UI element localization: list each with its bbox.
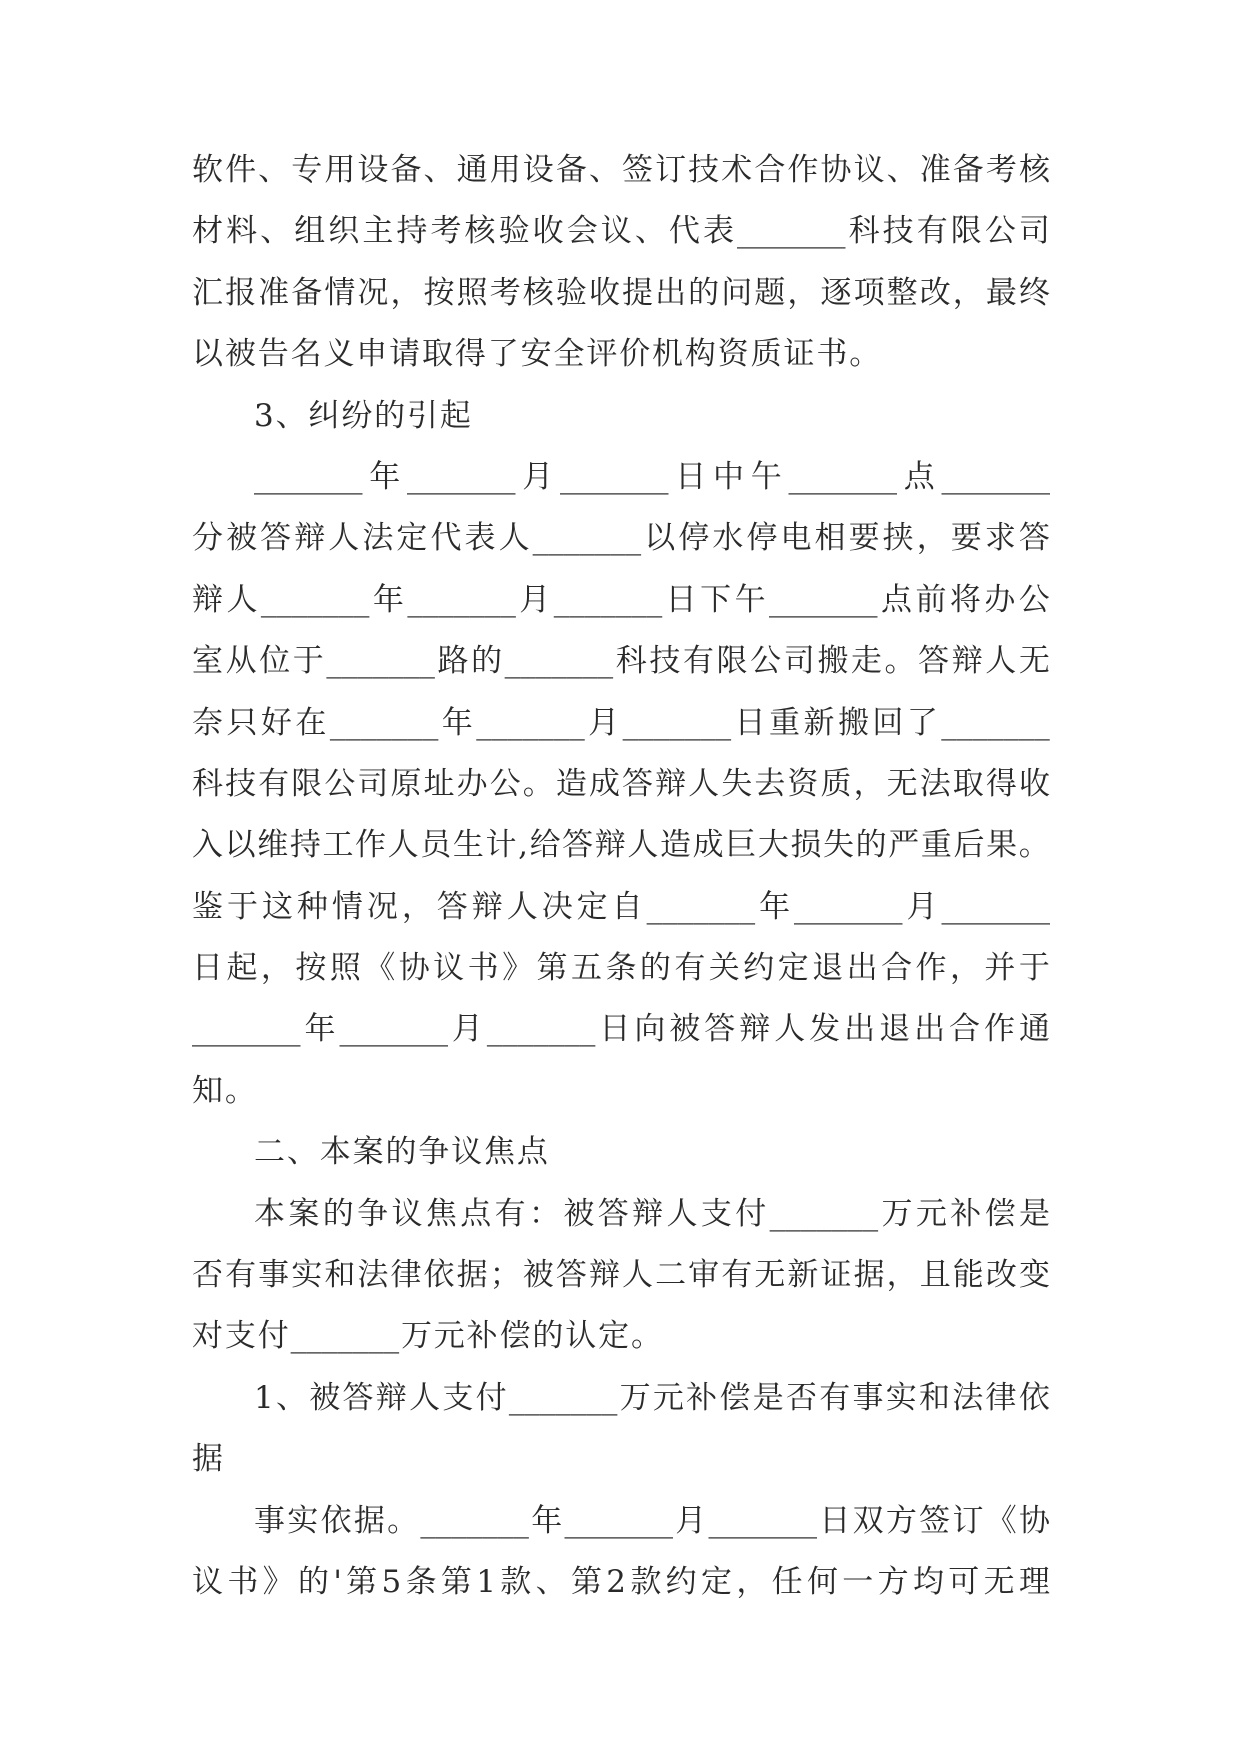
document-page <box>192 140 1050 1613</box>
text-line: 入 以 维 持 工 作 人 员 生 计 , 给 答 辩 人 造 成 巨 大 损 失 的 严 重 后 果 。 <box>192 827 1050 864</box>
text-line: 汇 报 准 备 情 况 ， 按 照 考 核 验 收 提 出 的 问 题 ， 逐 项 整 改 ， 最 终 <box>192 274 1050 311</box>
text-line: 软 件 、 专 用 设 备 、 通 用 设 备 、 签 订 技 术 合 作 协 议 、 准 备 考 核 <box>192 152 1050 188</box>
text-line: _______ 年 _______ 月 _______ 日 中 午 _______ 点 _______ <box>254 458 1050 495</box>
text-line: 对 支 付 _______ 万 元 补 偿 的 认 定 。 <box>192 1318 662 1355</box>
text-line: 辩 人 _______ 年 _______ 月 _______ 日 下 午 _______ 点 前 将 办 公 <box>192 581 1050 618</box>
text-line: 事 实 依 据 。 _______ 年 _______ 月 _______ 日 双 方 签 订 《 协 <box>254 1502 1050 1539</box>
text-line: 奈 只 好 在 _______ 年 _______ 月 _______ 日 重 新 搬 回 了 _______ <box>192 704 1050 741</box>
text-line: 分 被 答 辩 人 法 定 代 表 人 _______ 以 停 水 停 电 相 要 挟 ， 要 求 答 <box>192 520 1050 557</box>
text-line: _______ 年 _______ 月 _______ 日 向 被 答 辩 人 发 出 退 出 合 作 通 <box>192 1011 1050 1048</box>
text-line: 否 有 事 实 和 法 律 依 据 ； 被 答 辩 人 二 审 有 无 新 证 据 ， 且 能 改 变 <box>192 1257 1050 1294</box>
text-line: 议 书 》 的 ' 第 5 条 第 1 款 、 第 2 款 约 定 ， 任 何 一 方 均 可 无 理 <box>192 1563 1050 1600</box>
text-line: 室 从 位 于 _______ 路 的 _______ 科 技 有 限 公 司 搬 走 。 答 辩 人 无 <box>192 643 1050 680</box>
text-line: 科 技 有 限 公 司 原 址 办 公 。 造 成 答 辩 人 失 去 资 质 ， 无 法 取 得 收 <box>192 765 1050 802</box>
text-line: 3 、 纠 纷 的 引 起 <box>254 397 471 434</box>
text-line: 日 起 ， 按 照 《 协 议 书 》 第 五 条 的 有 关 约 定 退 出 合 作 ， 并 于 <box>192 950 1050 987</box>
text-line: 知 。 <box>192 1072 256 1109</box>
text-line: 以 被 告 名 义 申 请 取 得 了 安 全 评 价 机 构 资 质 证 书 。 <box>192 336 881 373</box>
text-line: 据 <box>192 1441 223 1478</box>
text-line: 1 、 被 答 辩 人 支 付 _______ 万 元 补 偿 是 否 有 事 实 和 法 律 依 <box>254 1379 1050 1416</box>
text-line: 材 料 、 组 织 主 持 考 核 验 收 会 议 、 代 表 _______ 科 技 有 限 公 司 <box>192 213 1050 250</box>
text-line: 本 案 的 争 议 焦 点 有 ： 被 答 辩 人 支 付 _______ 万 元 补 偿 是 <box>254 1195 1050 1232</box>
text-line: 二 、 本 案 的 争 议 焦 点 <box>254 1134 548 1171</box>
text-line: 鉴 于 这 种 情 况 ， 答 辩 人 决 定 自 _______ 年 _______ 月 _______ <box>192 888 1050 925</box>
